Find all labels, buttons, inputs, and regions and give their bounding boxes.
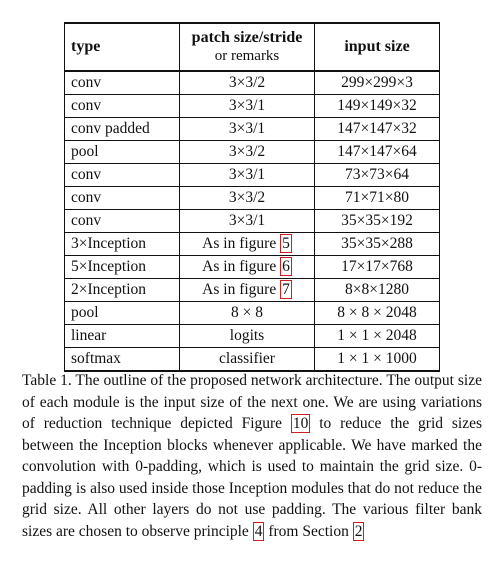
cell-input-size: 71×71×80 [315,187,440,210]
table-row [65,302,440,325]
header-type: type [65,23,180,71]
table-body [65,71,440,371]
caption-text-3: from Section [264,522,353,540]
table-row [65,71,440,95]
figure-reference-link[interactable]: 10 [292,415,309,432]
table-row [65,187,440,210]
cell-type: 2×Inception [65,279,180,302]
cell-type: 5×Inception [65,256,180,279]
table-row [65,210,440,233]
table-row [65,95,440,118]
cell-patch-text: As in figure [202,258,281,275]
figure-reference-link[interactable]: 7 [282,281,290,298]
cell-input-size: 73×73×64 [315,164,440,187]
table-row [65,164,440,187]
cell-patch-size [180,256,315,279]
figure-reference-link[interactable]: 5 [282,235,290,252]
cell-type: conv [65,95,180,118]
cell-patch-text: 3×3/1 [228,120,266,137]
table-header-row [65,23,440,71]
cell-input-size: 147×147×64 [315,141,440,164]
cell-patch-size [180,210,315,233]
cell-patch-text: 3×3/1 [228,166,266,183]
principle-reference-link[interactable]: 4 [254,522,263,540]
table-row [65,118,440,141]
cell-input-size: 1 × 1 × 2048 [315,325,440,348]
cell-input-size: 149×149×32 [315,95,440,118]
header-input-size: input size [315,23,440,71]
cell-type: conv [65,71,180,95]
cell-input-size: 35×35×192 [315,210,440,233]
cell-patch-size [180,348,315,372]
cell-type: softmax [65,348,180,372]
cell-input-size: 17×17×768 [315,256,440,279]
table-row [65,141,440,164]
cell-patch-text: 3×3/2 [228,74,266,91]
cell-type: conv [65,210,180,233]
cell-patch-text: As in figure [202,281,281,298]
cell-patch-size [180,164,315,187]
cell-patch-size [180,141,315,164]
cell-patch-text: 8 × 8 [231,304,263,321]
cell-type: conv padded [65,118,180,141]
cell-patch-size [180,95,315,118]
cell-input-size: 8 × 8 × 2048 [315,302,440,325]
cell-patch-text: 3×3/1 [228,212,266,229]
cell-input-size: 299×299×3 [315,71,440,95]
cell-input-size: 1 × 1 × 1000 [315,348,440,372]
cell-input-size: 8×8×1280 [315,279,440,302]
cell-type: conv [65,187,180,210]
cell-patch-text: As in figure [202,235,281,252]
cell-patch-text: 3×3/1 [228,97,266,114]
figure-reference-link[interactable]: 6 [282,258,290,275]
cell-type: 3×Inception [65,233,180,256]
cell-patch-size [180,187,315,210]
cell-type: conv [65,164,180,187]
cell-patch-text: 3×3/2 [228,189,266,206]
header-patch-label: patch size/stride [191,29,303,46]
cell-patch-size [180,302,315,325]
cell-patch-size [180,279,315,302]
table-row [65,256,440,279]
cell-patch-size [180,233,315,256]
cell-input-size: 35×35×288 [315,233,440,256]
cell-patch-size [180,325,315,348]
table-row [65,279,440,302]
table-row [65,233,440,256]
cell-patch-size [180,71,315,95]
caption-text-1: Table 1. The outline of the proposed network architecture. The output size of each module is the input size of the next one. We are using variations of reduction technique depicted Figure [22,372,482,432]
cell-patch-text: logits [229,327,265,344]
header-patch-size [180,23,315,71]
section-reference-link[interactable]: 2 [354,522,363,540]
cell-patch-size [180,118,315,141]
header-patch-sublabel: or remarks [214,48,280,64]
cell-type: pool [65,302,180,325]
cell-input-size: 147×147×32 [315,118,440,141]
table-caption [22,370,482,542]
caption-text-2: to reduce the grid sizes between the Inception blocks whenever applicable. We have marked the convolution with 0-padding, which is used to maintain the grid size. 0-padding is also used inside those Inception modules that do not reduce the grid size. All other layers do not use padding. The various filter bank sizes are chosen to observe principle [22,415,482,540]
table-row [65,325,440,348]
architecture-table-container [64,22,439,372]
cell-type: pool [65,141,180,164]
table-row [65,348,440,372]
cell-type: linear [65,325,180,348]
cell-patch-text: classifier [219,350,275,367]
architecture-table [64,22,440,372]
cell-patch-text: 3×3/2 [228,143,266,160]
